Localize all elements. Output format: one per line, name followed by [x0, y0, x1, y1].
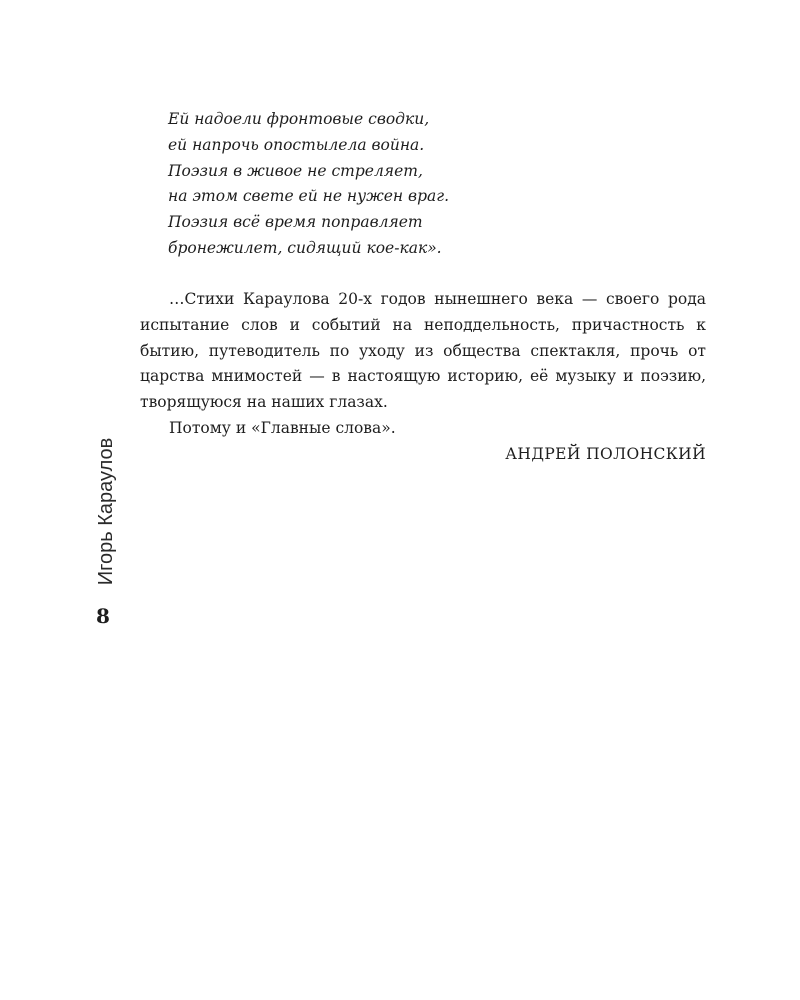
poem-excerpt	[168, 107, 708, 262]
page-number: 8	[96, 604, 110, 628]
prose-block	[140, 287, 706, 468]
poem-line: Поэзия всё время поправляет	[168, 213, 423, 232]
poem-line: ей напрочь опостылела война.	[168, 135, 425, 154]
poem-line: на этом свете ей не нужен враг.	[168, 187, 450, 206]
poem-line: Ей надоели фронтовые сводки,	[168, 110, 430, 128]
author-signature: АНДРЕЙ ПОЛОНСКИЙ	[505, 444, 706, 463]
prose-paragraph: Потому и «Главные слова».	[169, 418, 396, 437]
poem-line: бронежилет, сидящий кое-как».	[168, 238, 442, 257]
prose-paragraph: …Стихи Караулова 20-х годов нынешнего века — своего рода испытание слов и событий на неподдельность, причастность к бытию, путеводитель по уходу из общества спектакля, прочь от царства мнимостей — в настоящую историю, её музыку и поэзию, творящуюся на наших глазах.	[140, 290, 706, 412]
running-head-author-text: Игорь Караулов	[95, 437, 118, 585]
running-head-author	[92, 438, 122, 584]
poem-line: Поэзия в живое не стреляет,	[168, 161, 423, 180]
